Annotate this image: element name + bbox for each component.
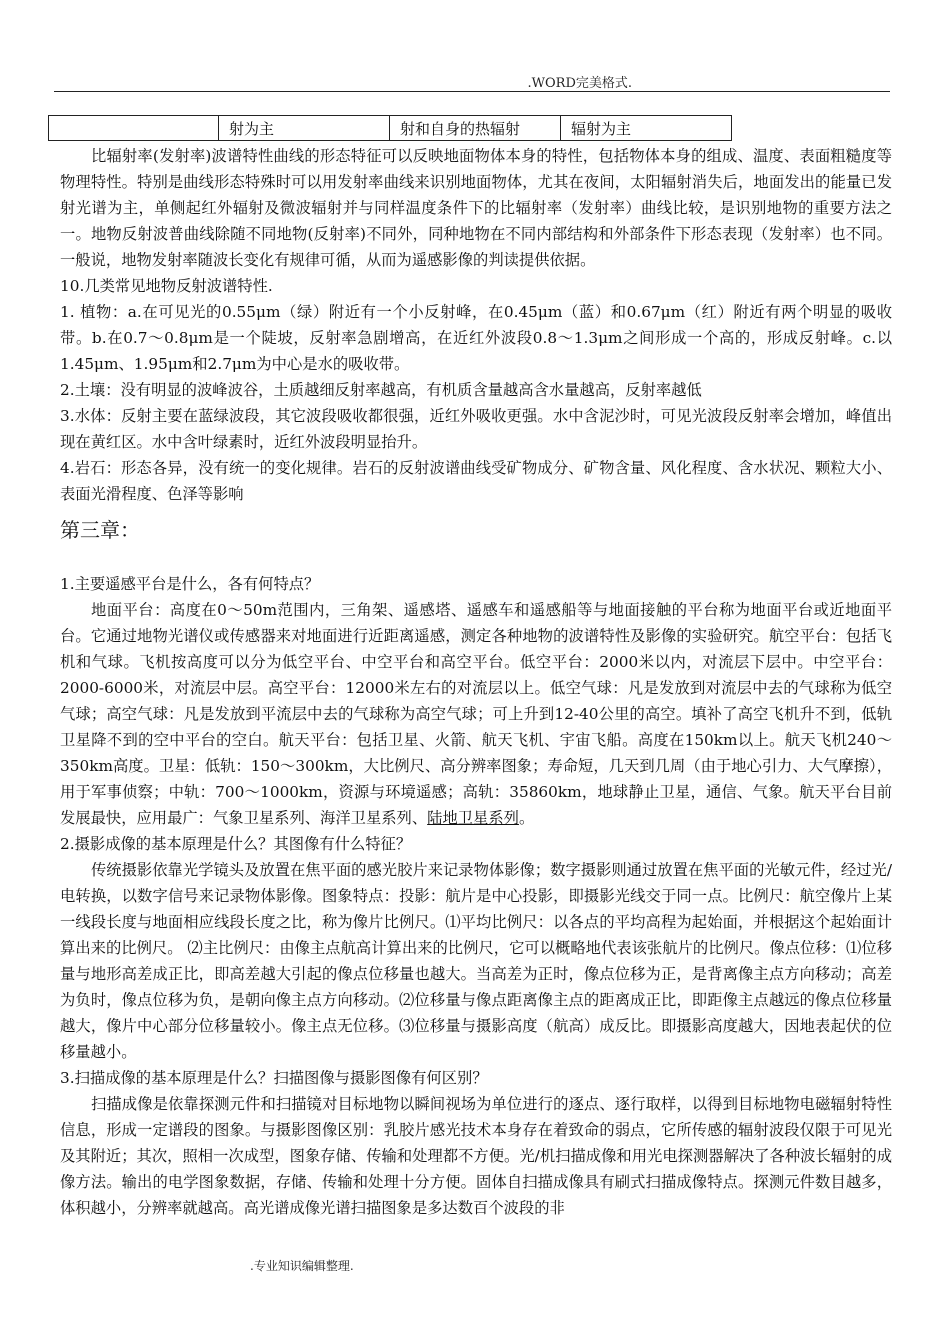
paragraph-plant: 1. 植物：a.在可见光的0.55μm（绿）附近有一个小反射峰，在0.45μm（蓝）和0.67μm（红）附近有两个明显的吸收带。b.在0.7～0.8μm是一个陡坡，反射率急剧增高，在近红外波段0.8～1.3μm之间形成一个高的，形成反射峰。c.以1.45μm、1.95μm和2.7μm为中心是水的吸收带。	[60, 303, 892, 373]
question-10: 10.几类常见地物反射波谱特性.	[60, 277, 273, 295]
answer-1-end: 。	[518, 809, 535, 827]
answer-1-text: 地面平台：高度在0～50m范围内，三角架、遥感塔、遥感车和遥感船等与地面接触的平台称为地面平台或近地面平台。它通过地物光谱仪或传感器来对地面进行近距离遥感，测定各种地物的波谱特性及影像的实验研究。航空平台：包括飞机和气球。飞机按高度可以分为低空平台、中空平台和高空平台。低空平台：2000米以内，对流层下层中。中空平台：2000-6000米，对流层中层。高空平台：12000米左右的对流层以上。低空气球：凡是发放到对流层中去的气球称为低空气球；高空气球：凡是发放到平流层中去的气球称为高空气球；可上升到12-40公里的高空。填补了高空飞机升不到，低轨卫星降不到的空中平台的空白。航天平台：包括卫星、火箭、航天飞机、宇宙飞船。高度在150km以上。航天飞机240～350km高度。卫星：低轨：150～300km，大比例尺、高分辨率图象；寿命短，几天到几周（由于地心引力、大气摩擦），用于军事侦察；中轨：700～1000km，资源与环境遥感；高轨：35860km，地球静止卫星，通信、气象。航天平台目前发展最快，应用最广：气象卫星系列、海洋卫星系列、	[60, 601, 892, 827]
table-cell	[49, 116, 219, 141]
header-rule	[54, 91, 890, 92]
chapter-heading: 第三章：	[60, 518, 140, 542]
table-fragment	[48, 115, 732, 141]
paragraph-emissivity: 比辐射率(发射率)波谱特性曲线的形态特征可以反映地面物体本身的特性，包括物体本身的组成、温度、表面粗糙度等物理特性。特别是曲线形态特殊时可以用发射率曲线来识别地面物体，尤其在夜间，太阳辐射消失后，地面发出的能量已发射光谱为主，单侧起红外辐射及微波辐射并与同样温度条件下的比辐射率（发射率）曲线比较，是识别地物的重要方法之一。地物反射波普曲线除随不同地物(反射率)不同外，同种地物在不同内部结构和外部条件下形态表现（发射率）也不同。一般说，地物发射率随波长变化有规律可循，从而为遥感影像的判读提供依据。	[60, 147, 892, 269]
table-cell: 射为主	[219, 116, 390, 141]
question-2: 2.摄影成像的基本原理是什么？其图像有什么特征？	[60, 835, 412, 853]
page-header: .WORD完美格式.	[527, 76, 632, 91]
document-body	[60, 143, 892, 1221]
paragraph-rock: 4.岩石：形态各异，没有统一的变化规律。岩石的反射波谱曲线受矿物成分、矿物含量、风化程度、含水状况、颗粒大小、表面光滑程度、色泽等影响	[60, 459, 892, 503]
table-cell: 射和自身的热辐射	[390, 116, 561, 141]
answer-2: 传统摄影依靠光学镜头及放置在焦平面的感光胶片来记录物体影像；数字摄影则通过放置在焦平面的光敏元件，经过光/电转换，以数字信号来记录物体影像。图象特点：投影：航片是中心投影，即摄影光线交于同一点。比例尺：航空像片上某一线段长度与地面相应线段长度之比，称为像片比例尺。⑴平均比例尺：以各点的平均高程为起始面，并根据这个起始面计算出来的比例尺。 ⑵主比例尺：由像主点航高计算出来的比例尺，它可以概略地代表该张航片的比例尺。像点位移：⑴位移量与地形高差成正比，即高差越大引起的像点位移量也越大。当高差为正时，像点位移为正，是背离像主点方向移动；高差为负时，像点位移为负，是朝向像主点方向移动。⑵位移量与像点距离像主点的距离成正比，即距像主点越远的像点位移量越大，像片中心部分位移量较小。像主点无位移。⑶位移量与摄影高度（航高）成反比。即摄影高度越大，因地表起伏的位移量越小。	[60, 861, 892, 1061]
table-row	[49, 116, 732, 141]
landsat-link[interactable]: 陆地卫星系列	[427, 809, 519, 827]
paragraph-soil: 2.土壤：没有明显的波峰波谷，土质越细反射率越高，有机质含量越高含水量越高，反射率越低	[60, 381, 702, 399]
question-1: 1.主要遥感平台是什么，各有何特点？	[60, 575, 320, 593]
answer-3: 扫描成像是依靠探测元件和扫描镜对目标地物以瞬间视场为单位进行的逐点、逐行取样，以得到目标地物电磁辐射特性信息，形成一定谱段的图象。与摄影图像区别：乳胶片感光技术本身存在着致命的弱点，它所传感的辐射波段仅限于可见光及其附近；其次，照相一次成型，图象存储、传输和处理都不方便。光/机扫描成像和用光电探测器解决了各种波长辐射的成像方法。输出的电学图象数据，存储、传输和处理十分方便。固体自扫描成像具有刷式扫描成像特点。探测元件数目越多，体积越小，分辨率就越高。高光谱成像光谱扫描图象是多达数百个波段的非	[60, 1095, 892, 1217]
page-footer: .专业知识编辑整理.	[250, 1259, 354, 1273]
question-3: 3.扫描成像的基本原理是什么？扫描图像与摄影图像有何区别？	[60, 1069, 488, 1087]
paragraph-water: 3.水体：反射主要在蓝绿波段，其它波段吸收都很强，近红外吸收更强。水中含泥沙时，可见光波段反射率会增加，峰值出现在黄红区。水中含叶绿素时，近红外波段明显抬升。	[60, 407, 892, 451]
table-cell: 辐射为主	[561, 116, 732, 141]
answer-1	[60, 597, 892, 831]
